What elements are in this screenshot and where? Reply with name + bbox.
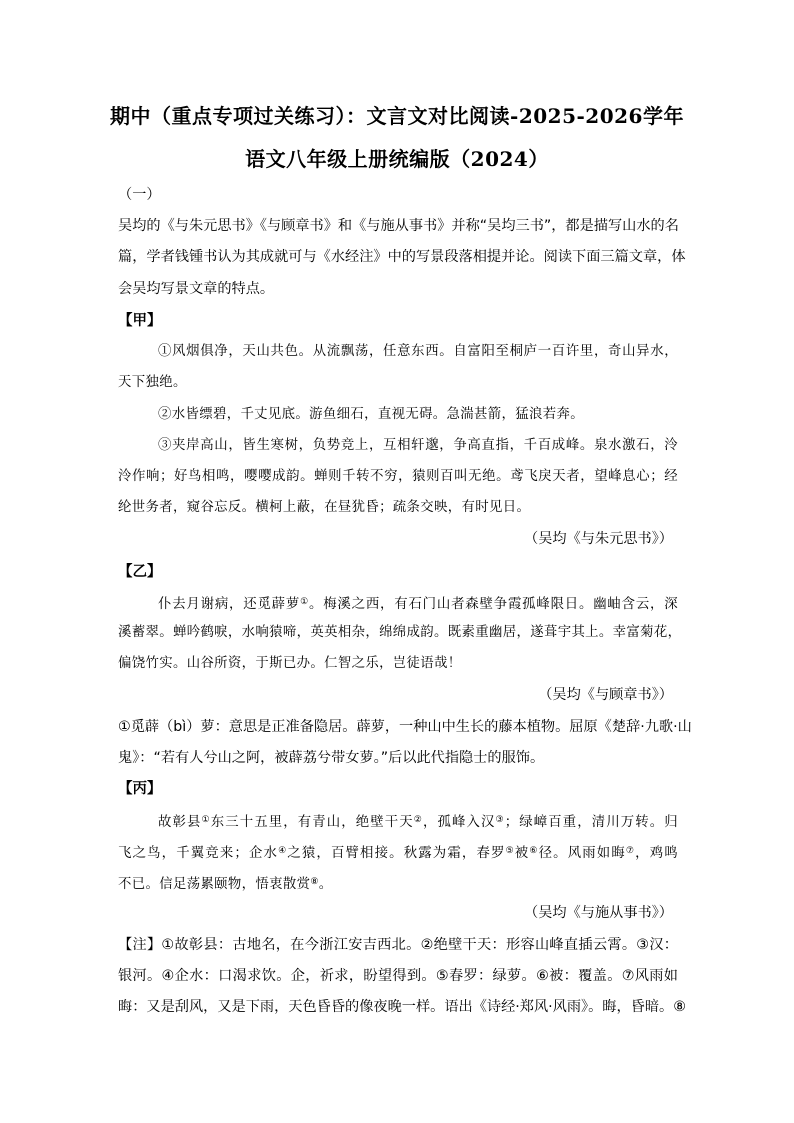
footnote-mark: ② xyxy=(413,815,423,825)
footnote-mark: ③ xyxy=(495,815,505,825)
bing-text: ；绿嶂百重，清川万转。归 xyxy=(504,815,679,830)
document-title-line-1: 期中（重点专项过关练习）：文言文对比阅读-2025-2026学年 xyxy=(110,104,684,128)
intro-line-3: 会吴均写景文章的特点。 xyxy=(118,281,275,297)
bing-text: 不已。信足荡累颐物，悟衷散赏 xyxy=(118,877,311,892)
jia-heading: 【甲】 xyxy=(118,313,162,329)
notes-line-3: 晦：又是刮风，又是下雨，天色昏昏的像夜晚一样。语出《诗经·郑风·风雨》。晦，昏暗。⑧ xyxy=(118,999,686,1015)
bing-text: ，鸡鸣 xyxy=(635,846,678,861)
bing-line-1 xyxy=(158,810,678,833)
footnote-mark: ⑥ xyxy=(529,846,539,856)
jia-p2-line-1: ②水皆缥碧，千丈见底。游鱼细石，直视无碍。急湍甚箭，猛浪若奔。 xyxy=(158,407,584,422)
intro-line-2: 篇，学者钱锺书认为其成就可与《水经注》中的写景段落相提并论。阅读下面三篇文章，体 xyxy=(118,249,686,265)
jia-p3-line-2: 泠作响；好鸟相鸣，嘤嘤成韵。蝉则千转不穷，猿则百叫无绝。鸢飞戾天者，望峰息心；经 xyxy=(118,469,678,484)
bing-line-2 xyxy=(118,841,678,864)
footnote-mark: ⑦ xyxy=(625,846,636,856)
bing-line-3 xyxy=(118,872,678,895)
yi-note-line-2: 鬼》：“若有人兮山之阿，被薜荔兮带女萝。”后以此代指隐士的服饰。 xyxy=(118,750,545,766)
bing-text: 飞之鸟，千翼竞来；企水 xyxy=(118,846,279,861)
yi-line-1-text-b: 。梅溪之西，有石门山者森壁争霞孤峰限日。幽岫含云，深 xyxy=(309,597,678,612)
bing-source: （吴均《与施从事书》） xyxy=(524,905,673,921)
bing-text: 径。风雨如晦 xyxy=(538,846,626,861)
bing-text: ，孤峰入汉 xyxy=(422,815,496,830)
bing-text: 故彰县 xyxy=(158,815,202,830)
yi-note-line-1: ①觅薜（bì）萝：意思是正准备隐居。薜萝，一种山中生长的藤本植物。屈原《楚辞·九歌·山 xyxy=(118,719,692,735)
notes-line-2: 银河。④企水：口渴求饮。企，祈求，盼望得到。⑤春罗：绿萝。⑥被：覆盖。⑦风雨如 xyxy=(118,968,678,984)
section-label: （一） xyxy=(118,187,161,203)
footnote-mark: ④ xyxy=(278,846,288,856)
footnote-mark: ⑧ xyxy=(310,877,319,887)
document-title-line-2: 语文八年级上册统编版（2024） xyxy=(245,147,549,171)
footnote-mark: ⑤ xyxy=(505,846,515,856)
bing-text: 之猿，百臂相接。秋露为霜，春罗 xyxy=(287,846,506,861)
footnote-mark: ① xyxy=(201,815,211,825)
jia-p1-line-1: ①风烟俱净，天山共色。从流飘荡，任意东西。自富阳至桐庐一百许里，奇山异水， xyxy=(158,344,678,359)
jia-source: （吴均《与朱元思书》） xyxy=(524,531,673,547)
bing-text: 被 xyxy=(514,846,530,861)
jia-p1-line-2: 天下独绝。 xyxy=(118,375,187,390)
bing-text: 。 xyxy=(318,877,333,892)
jia-p3-line-1: ③夹岸高山，皆生寒树，负势竞上，互相轩邈，争高直指，千百成峰。泉水激石，泠 xyxy=(158,438,678,453)
yi-line-1 xyxy=(158,592,678,615)
bing-text: 东三十五里，有青山，绝壁干天 xyxy=(210,815,414,830)
intro-line-1: 吴均的《与朱元思书》《与顾章书》和《与施从事书》并称“吴均三书”，都是描写山水的名 xyxy=(118,218,679,234)
yi-line-3: 偏饶竹实。山谷所资，于斯已办。仁智之乐，岂徒语哉！ xyxy=(118,656,462,671)
notes-line-1: 【注】①故彰县：古地名，在今浙江安吉西北。②绝壁干天：形容山峰直插云霄。③汉： xyxy=(118,937,678,953)
jia-p3-line-3: 纶世务者，窥谷忘反。横柯上蔽，在昼犹昏；疏条交映，有时见日。 xyxy=(118,500,531,515)
yi-heading: 【乙】 xyxy=(118,564,162,580)
yi-line-2: 溪蓄翠。蝉吟鹤唳，水响猿啼，英英相杂，绵绵成韵。既素重幽居，遂葺宇其上。幸富菊花， xyxy=(118,625,682,640)
footnote-mark-1: ① xyxy=(300,597,309,607)
yi-source: （吴均《与顾章书》） xyxy=(538,687,673,703)
bing-heading: 【丙】 xyxy=(118,781,162,797)
yi-line-1-text-a: 仆去月谢病，还觅薜萝 xyxy=(158,597,301,612)
